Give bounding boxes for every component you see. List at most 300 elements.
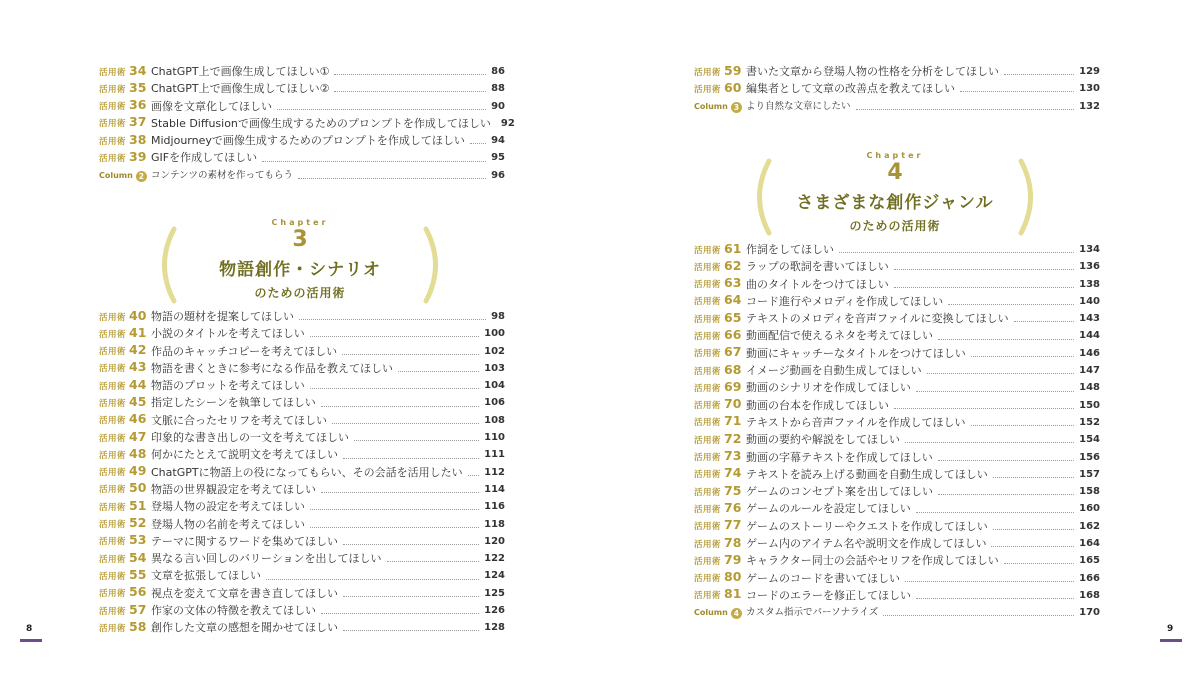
entry-title: 動画の要約や解説をしてほしい (746, 433, 900, 447)
entry-title: 物語のプロットを考えてほしい (151, 379, 305, 393)
dot-leader (321, 613, 479, 614)
entry-title: 動画の台本を作成してほしい (746, 398, 889, 412)
dot-leader (277, 109, 486, 110)
entry-number: 81 (724, 586, 742, 602)
entry-page: 129 (1079, 66, 1100, 77)
toc-entry[interactable] (694, 63, 1100, 80)
entry-number: 74 (724, 465, 742, 481)
entry-tag-label: 活用術 (694, 314, 722, 325)
entry-tag-label: 活用術 (99, 468, 127, 479)
entry-number: 77 (724, 517, 742, 533)
chapter-label: Chapter (271, 218, 329, 227)
entry-title: ChatGPT上で画像生成してほしい② (151, 82, 330, 96)
column-tag (694, 98, 746, 115)
entry-tag-label: 活用術 (99, 84, 127, 95)
entry-title: 登場人物の名前を考えてほしい (151, 517, 305, 531)
toc-entry[interactable] (694, 379, 1100, 396)
entry-page: 168 (1079, 589, 1100, 601)
dot-leader (938, 339, 1074, 340)
entry-number: 47 (129, 428, 147, 444)
entry-number: 44 (129, 376, 147, 392)
entry-title: ChatGPTに物語上の役になってもらい、その会話を活用したい (151, 465, 463, 479)
dot-leader (343, 630, 479, 631)
entry-page: 146 (1079, 347, 1100, 359)
entry-number: 66 (724, 326, 742, 342)
dot-leader (1004, 74, 1074, 75)
toc-entry[interactable] (694, 414, 1100, 431)
entry-page: 116 (484, 501, 505, 513)
entry-number: 37 (129, 114, 147, 130)
entry-tag-label: 活用術 (694, 245, 722, 256)
entry-page: 125 (484, 587, 505, 599)
entry-page: 122 (484, 553, 505, 565)
entry-number: 34 (129, 62, 147, 78)
entry-page: 94 (491, 135, 505, 147)
column-tag (694, 604, 746, 621)
entry-title: 動画のシナリオを作成してほしい (746, 381, 911, 395)
entry-number: 55 (129, 566, 147, 582)
toc-entry[interactable] (99, 498, 505, 515)
toc-entry[interactable] (99, 550, 505, 567)
entry-tag-label: 活用術 (694, 366, 722, 377)
entry-page: 164 (1079, 538, 1100, 550)
toc-entry[interactable] (99, 429, 505, 446)
dot-leader (916, 598, 1074, 599)
page-number: 8 (26, 624, 33, 634)
entry-title: テキストのメロディを音声ファイルに変換してほしい (746, 312, 1009, 326)
toc-entry[interactable] (99, 98, 505, 115)
toc-list-top (694, 63, 1100, 115)
entry-page: 134 (1079, 244, 1100, 255)
entry-page: 124 (484, 570, 505, 582)
entry-number: 73 (724, 448, 742, 464)
entry-page: 98 (491, 311, 505, 322)
toc-entry[interactable] (694, 345, 1100, 362)
entry-page: 88 (491, 83, 505, 95)
chapter-heading (745, 151, 1045, 234)
entry-title: コードのエラーを修正してほしい (746, 588, 911, 602)
entry-page: 154 (1079, 434, 1100, 446)
dot-leader (468, 475, 480, 476)
dot-leader (332, 423, 479, 424)
entry-number: 76 (724, 499, 742, 515)
entry-page: 130 (1079, 83, 1100, 95)
entry-title: 曲のタイトルをつけてほしい (746, 277, 889, 291)
entry-title: ゲームのストーリーやクエストを作成してほしい (746, 519, 988, 533)
toc-column-entry[interactable] (694, 98, 1100, 115)
entry-number: 38 (129, 131, 147, 147)
dot-leader (894, 408, 1074, 409)
entry-tag-label: 活用術 (99, 102, 127, 113)
entry-title: 作詞をしてほしい (746, 243, 834, 256)
page-number-bar (1160, 639, 1182, 642)
toc-entry[interactable] (99, 308, 505, 325)
toc-entry[interactable] (694, 241, 1100, 258)
column-label: Column (99, 170, 133, 180)
toc-entry[interactable] (99, 516, 505, 533)
entry-number: 80 (724, 569, 742, 585)
entry-tag-label: 活用術 (99, 398, 127, 409)
entry-title: Midjourneyで画像生成するためのプロンプトを作成してほしい (151, 134, 465, 148)
entry-tag-label: 活用術 (694, 297, 722, 308)
entry-tag-label: 活用術 (99, 364, 127, 375)
entry-title: 指定したシーンを執筆してほしい (151, 396, 316, 410)
entry-number: 49 (129, 463, 147, 479)
entry-page: 102 (484, 345, 505, 357)
toc-entry[interactable] (694, 258, 1100, 275)
entry-tag-label: 活用術 (694, 487, 722, 498)
dot-leader (334, 74, 486, 75)
dot-leader (927, 373, 1074, 374)
entry-tag-label: 活用術 (99, 381, 127, 392)
toc-entry[interactable] (99, 481, 505, 498)
toc-entry[interactable] (99, 602, 505, 619)
entry-tag-label: 活用術 (694, 504, 722, 515)
toc-entry[interactable] (99, 464, 505, 481)
entry-number: 72 (724, 430, 742, 446)
dot-leader (971, 356, 1074, 357)
toc-entry[interactable] (99, 132, 505, 149)
entry-page: 120 (484, 535, 505, 547)
toc-entry[interactable] (694, 518, 1100, 535)
entry-title: 印象的な書き出しの一文を考えてほしい (151, 431, 349, 445)
dot-leader (470, 143, 486, 144)
entry-page: 103 (484, 362, 505, 374)
toc-entry[interactable] (694, 431, 1100, 448)
column-number-badge: 2 (136, 171, 147, 182)
entry-page: 92 (500, 117, 515, 129)
entry-title: 作品のキャッチコピーを考えてほしい (151, 344, 338, 358)
toc-entry[interactable] (99, 63, 505, 80)
entry-page: 110 (484, 432, 505, 444)
entry-title: ゲーム内のアイテム名や説明文を作成してほしい (746, 537, 987, 551)
entry-page: 143 (1079, 313, 1100, 325)
entry-number: 69 (724, 378, 742, 394)
entry-number: 35 (129, 79, 147, 95)
entry-title: 物語を書くときに参考になる作品を教えてほしい (151, 361, 393, 375)
chapter-number: 4 (887, 160, 903, 185)
chapter-subtitle: のための活用術 (849, 219, 941, 233)
entry-number: 52 (129, 515, 147, 531)
entry-tag-label: 活用術 (99, 520, 127, 531)
entry-tag-label: 活用術 (694, 383, 722, 394)
entry-number: 57 (129, 601, 147, 617)
right-page (600, 0, 1200, 692)
toc-entry[interactable] (99, 446, 505, 463)
toc-entry[interactable] (694, 466, 1100, 483)
entry-title: 動画配信で使えるネタを考えてほしい (746, 329, 933, 343)
toc-entry[interactable] (99, 325, 505, 342)
entry-title: カスタム指示でパーソナライズ (746, 607, 879, 619)
entry-tag-label: 活用術 (694, 539, 722, 550)
entry-title: 文章を拡張してほしい (151, 569, 261, 583)
entry-number: 58 (129, 618, 147, 634)
entry-tag-label: 活用術 (99, 623, 127, 634)
toc-entry[interactable] (694, 293, 1100, 310)
toc-entry[interactable] (694, 80, 1100, 97)
entry-title: コンテンツの素材を作ってもらう (151, 169, 294, 181)
entry-title: 視点を変えて文章を書き直してほしい (151, 586, 338, 600)
entry-page: 111 (484, 449, 505, 461)
entry-tag-label: 活用術 (99, 589, 127, 600)
entry-tag-label: 活用術 (99, 554, 127, 565)
entry-page: 104 (484, 380, 505, 392)
dot-leader (916, 391, 1074, 392)
entry-number: 54 (129, 549, 147, 565)
entry-page: 96 (491, 169, 505, 181)
dot-leader (321, 406, 479, 407)
entry-number: 62 (724, 257, 742, 273)
entry-tag-label: 活用術 (99, 329, 127, 340)
entry-tag-label: 活用術 (99, 450, 127, 461)
chapter-number: 3 (292, 227, 308, 252)
toc-list-top (99, 62, 515, 184)
dot-leader (387, 561, 480, 562)
entry-tag-label: 活用術 (99, 485, 127, 496)
entry-tag-label: 活用術 (99, 537, 127, 548)
entry-tag (99, 148, 151, 168)
entry-page: 147 (1079, 365, 1100, 377)
toc-entry[interactable] (694, 327, 1100, 344)
dot-leader (266, 579, 479, 580)
entry-number: 48 (129, 445, 147, 461)
entry-number: 53 (129, 532, 147, 548)
entry-tag (99, 618, 151, 638)
entry-tag (694, 585, 746, 605)
entry-number: 71 (724, 413, 742, 429)
entry-tag-label: 活用術 (694, 453, 722, 464)
entry-page: 160 (1079, 503, 1100, 515)
entry-title: Stable Diffusionで画像生成するためのプロンプトを作成してほしい (151, 116, 491, 130)
entry-page: 126 (484, 605, 505, 617)
entry-tag-label: 活用術 (694, 418, 722, 429)
toc-entry[interactable] (694, 276, 1100, 293)
entry-number: 65 (724, 309, 742, 325)
dot-leader (298, 178, 486, 179)
column-tag (99, 167, 151, 184)
entry-tag-label: 活用術 (99, 153, 127, 164)
dot-leader (343, 596, 479, 597)
entry-page: 157 (1079, 468, 1100, 480)
toc-entry[interactable] (99, 377, 505, 394)
toc-entry[interactable] (99, 567, 505, 584)
dot-leader (938, 460, 1074, 461)
dot-leader (310, 527, 479, 528)
entry-number: 78 (724, 534, 742, 550)
entry-title: テーマに関するワードを集めてほしい (151, 534, 338, 548)
entry-page: 158 (1079, 486, 1100, 498)
toc-list-main (694, 241, 1100, 622)
entry-page: 128 (484, 622, 505, 634)
chapter-title: さまざまな創作ジャンル (796, 193, 994, 213)
entry-page: 144 (1079, 330, 1100, 342)
dot-leader (905, 581, 1074, 582)
entry-title: 作家の文体の特徴を教えてほしい (151, 604, 316, 618)
page-number: 9 (1167, 624, 1174, 634)
entry-page: 138 (1079, 278, 1100, 290)
entry-title: ゲームのコードを書いてほしい (746, 571, 900, 585)
entry-tag-label: 活用術 (99, 136, 127, 147)
toc-column-entry[interactable] (694, 604, 1100, 621)
dot-leader (948, 304, 1074, 305)
page-number-bar (20, 639, 42, 642)
entry-number: 59 (724, 62, 742, 78)
entry-tag-label: 活用術 (99, 502, 127, 513)
entry-page: 166 (1079, 572, 1100, 584)
dot-leader (960, 91, 1074, 92)
toc-entry[interactable] (99, 343, 505, 360)
entry-tag-label: 活用術 (694, 67, 722, 78)
toc-entry[interactable] (99, 149, 505, 166)
entry-page: 90 (491, 100, 505, 112)
entry-title: ChatGPT上で画像生成してほしい① (151, 65, 330, 78)
entry-number: 42 (129, 342, 147, 358)
entry-page: 162 (1079, 520, 1100, 532)
entry-page: 86 (491, 66, 505, 77)
toc-entry[interactable] (99, 585, 505, 602)
entry-tag-label: 活用術 (99, 119, 127, 130)
entry-title: ゲームのルールを設定してほしい (746, 502, 911, 516)
entry-tag-label: 活用術 (694, 401, 722, 412)
dot-leader (310, 509, 479, 510)
entry-number: 40 (129, 307, 147, 323)
entry-tag-label: 活用術 (694, 435, 722, 446)
dot-leader (321, 492, 479, 493)
entry-title: キャラクター同士の会話やセリフを作成してほしい (746, 554, 999, 568)
dot-leader (894, 269, 1074, 270)
entry-page: 100 (484, 328, 505, 340)
entry-number: 79 (724, 551, 742, 567)
entry-tag (694, 79, 746, 99)
entry-title: 物語の題材を提案してほしい (151, 310, 294, 323)
dot-leader (310, 336, 479, 337)
dot-leader (1014, 321, 1074, 322)
toc-entry[interactable] (99, 114, 515, 132)
dot-leader (398, 371, 479, 372)
entry-number: 50 (129, 480, 147, 496)
toc-entry[interactable] (694, 535, 1100, 552)
entry-page: 170 (1079, 607, 1100, 619)
entry-tag-label: 活用術 (694, 591, 722, 602)
entry-title: 文脈に合ったセリフを考えてほしい (151, 413, 327, 427)
entry-title: 異なる言い回しのバリーションを出してほしい (151, 552, 382, 566)
entry-title: 登場人物の設定を考えてほしい (151, 500, 305, 514)
entry-tag-label: 活用術 (99, 606, 127, 617)
entry-title: 物語の世界観設定を考えてほしい (151, 482, 316, 496)
toc-column-entry[interactable] (99, 167, 505, 184)
entry-number: 39 (129, 148, 147, 164)
toc-entry[interactable] (694, 397, 1100, 414)
dot-leader (894, 287, 1074, 288)
column-number-badge: 4 (731, 608, 742, 619)
toc-entry[interactable] (694, 362, 1100, 379)
entry-tag-label: 活用術 (694, 522, 722, 533)
toc-entry[interactable] (694, 587, 1100, 604)
entry-number: 61 (724, 240, 742, 256)
dot-leader (905, 442, 1074, 443)
entry-title: 動画にキャッチーなタイトルをつけてほしい (746, 346, 966, 360)
toc-entry[interactable] (99, 80, 505, 97)
entry-title: 動画の字幕テキストを作成してほしい (746, 450, 933, 464)
entry-tag-label: 活用術 (694, 84, 722, 95)
entry-title: ラップの歌詞を書いてほしい (746, 260, 889, 274)
entry-number: 41 (129, 324, 147, 340)
toc-entry[interactable] (694, 449, 1100, 466)
dot-leader (342, 354, 479, 355)
entry-number: 68 (724, 361, 742, 377)
entry-title: GIFを作成してほしい (151, 151, 258, 165)
toc-entry[interactable] (99, 394, 505, 411)
entry-tag-label: 活用術 (694, 262, 722, 273)
dot-leader (262, 161, 486, 162)
dot-leader (938, 494, 1074, 495)
entry-page: 95 (491, 152, 505, 164)
entry-tag-label: 活用術 (99, 433, 127, 444)
entry-tag-label: 活用術 (694, 556, 722, 567)
entry-number: 64 (724, 292, 742, 308)
entry-page: 140 (1079, 295, 1100, 307)
dot-leader (883, 615, 1074, 616)
entry-tag-label: 活用術 (99, 312, 127, 323)
entry-title: 書いた文章から登場人物の性格を分析をしてほしい (746, 65, 999, 78)
entry-number: 75 (724, 482, 742, 498)
entry-title: より自然な文章にしたい (746, 100, 851, 112)
toc-entry[interactable] (99, 533, 505, 550)
entry-tag-label: 活用術 (99, 347, 127, 358)
toc-entry[interactable] (99, 360, 505, 377)
dot-leader (343, 458, 479, 459)
dot-leader (334, 91, 486, 92)
entry-title: テキストを読み上げる動画を自動生成してほしい (746, 467, 988, 481)
dot-leader (993, 477, 1074, 478)
toc-list-main (99, 308, 505, 637)
dot-leader (354, 440, 479, 441)
entry-number: 70 (724, 396, 742, 412)
toc-entry[interactable] (99, 619, 505, 636)
entry-tag-label: 活用術 (694, 331, 722, 342)
entry-page: 156 (1079, 451, 1100, 463)
dot-leader (991, 546, 1074, 547)
entry-tag-label: 活用術 (99, 571, 127, 582)
chapter-subtitle: のための活用術 (254, 286, 346, 300)
dot-leader (1004, 563, 1074, 564)
entry-page: 148 (1079, 382, 1100, 394)
toc-entry[interactable] (99, 412, 505, 429)
entry-number: 67 (724, 344, 742, 360)
toc-entry[interactable] (694, 310, 1100, 327)
column-label: Column (694, 608, 728, 618)
entry-tag-label: 活用術 (694, 280, 722, 291)
entry-tag-label: 活用術 (694, 470, 722, 481)
toc-entry[interactable] (694, 483, 1100, 500)
dot-leader (916, 512, 1074, 513)
chapter-label: Chapter (866, 151, 924, 160)
dot-leader (299, 319, 486, 320)
toc-entry[interactable] (694, 552, 1100, 569)
entry-page: 152 (1079, 416, 1100, 428)
toc-entry[interactable] (694, 500, 1100, 517)
entry-number: 36 (129, 97, 147, 113)
entry-page: 108 (484, 414, 505, 426)
entry-number: 45 (129, 393, 147, 409)
entry-page: 106 (484, 397, 505, 409)
entry-tag-label: 活用術 (694, 349, 722, 360)
dot-leader (343, 544, 479, 545)
toc-entry[interactable] (694, 570, 1100, 587)
entry-number: 51 (129, 497, 147, 513)
entry-tag-label: 活用術 (694, 574, 722, 585)
dot-leader (839, 252, 1074, 253)
